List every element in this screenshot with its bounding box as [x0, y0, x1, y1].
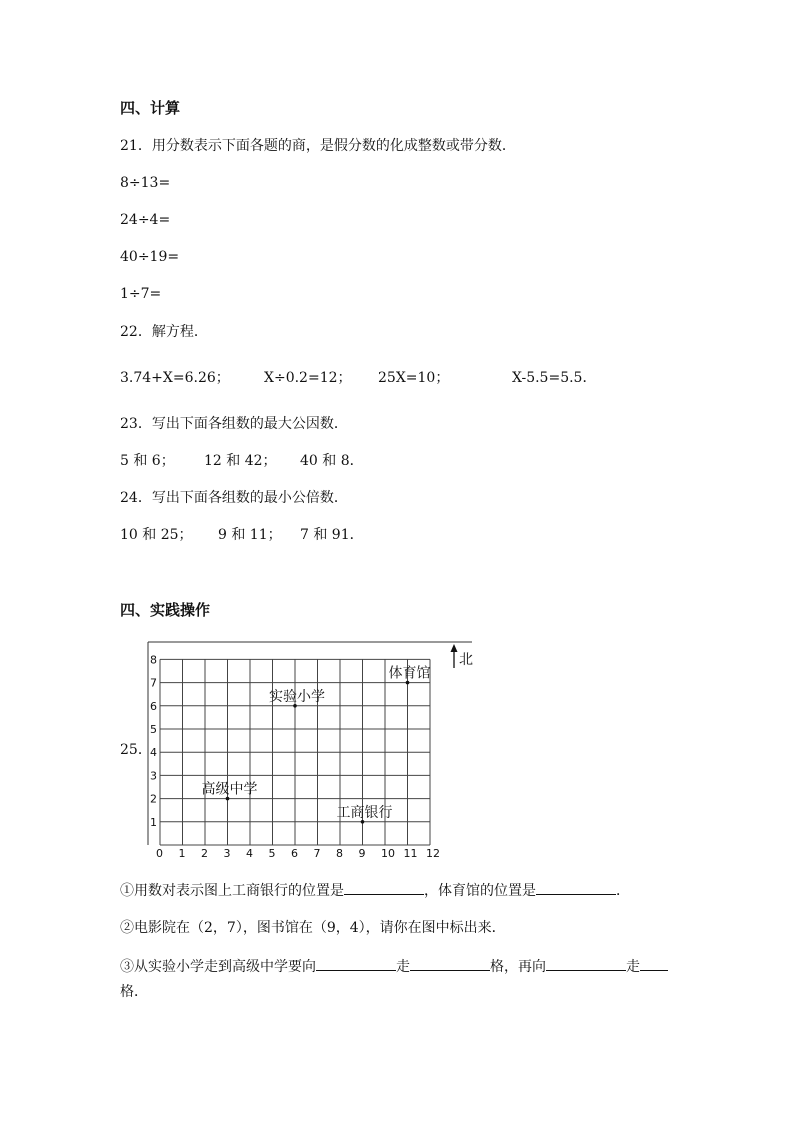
answer-blank-gym[interactable]	[536, 880, 616, 895]
x-tick-label: 0	[156, 847, 163, 858]
q21-prompt: 21．用分数表示下面各题的商，是假分数的化成整数或带分数．	[120, 138, 516, 154]
y-tick-label: 2	[150, 792, 157, 806]
y-tick-label: 5	[150, 723, 157, 736]
location-label: 高级中学	[201, 781, 258, 798]
coordinate-grid-svg	[146, 640, 476, 858]
q24-prompt: 24．写出下面各组数的最小公倍数．	[120, 490, 348, 506]
y-tick-label: 1	[150, 815, 157, 829]
x-tick-label: 5	[268, 847, 276, 858]
q24-row	[120, 525, 420, 545]
answer-blank-steps-1[interactable]	[410, 956, 490, 971]
q25-sub3-text-d: 走	[626, 959, 640, 975]
q22-item: X-5.5=5.5．	[512, 370, 597, 386]
q25-number: 25．	[120, 742, 152, 758]
x-tick-label: 6	[291, 847, 298, 858]
coordinate-grid	[146, 640, 476, 862]
q21-item: 8÷13=	[120, 175, 171, 191]
location-label: 工商银行	[336, 804, 393, 821]
q22-prompt: 22．解方程．	[120, 324, 208, 340]
x-tick-label: 7	[313, 847, 321, 858]
x-tick-label: 12	[426, 847, 440, 858]
q25-sub1-text-b: ，体育馆的位置是	[424, 883, 536, 899]
q22-item: 3.74+X=6.26；	[120, 370, 230, 386]
x-tick-label: 3	[223, 847, 231, 858]
y-tick-label: 3	[150, 769, 157, 783]
q25-sub2: ②电影院在（2，7），图书馆在（9，4），请你在图中标出来．	[120, 920, 506, 936]
q23-item: 40 和 8．	[300, 453, 364, 469]
section-title-practice: 四、实践操作	[120, 601, 211, 619]
q25-sub3-text-c: 格，再向	[490, 959, 546, 975]
q22-item: 25X=10；	[378, 370, 450, 386]
x-tick-label: 4	[246, 847, 253, 858]
x-tick-label: 2	[201, 847, 208, 858]
x-tick-label: 11	[403, 847, 418, 858]
answer-blank-steps-2[interactable]	[640, 956, 668, 971]
q23-item: 5 和 6；	[120, 453, 175, 469]
q25-sub1-text-c: ．	[616, 883, 630, 899]
north-label: 北	[459, 652, 473, 668]
q22-item: X÷0.2=12；	[264, 370, 352, 386]
q21-item: 24÷4=	[120, 212, 171, 228]
q24-item: 10 和 25；	[120, 527, 193, 543]
x-tick-label: 10	[381, 847, 395, 858]
y-tick-label: 4	[150, 746, 157, 760]
x-tick-label: 1	[178, 847, 186, 858]
answer-blank-direction-2[interactable]	[546, 956, 626, 971]
q23-item: 12 和 42；	[204, 453, 277, 469]
section-title-calculation: 四、计算	[120, 99, 181, 117]
q25-sub3	[120, 956, 668, 977]
q25-sub3-end: 格．	[120, 984, 148, 1000]
q22-row	[120, 368, 640, 388]
answer-blank-direction-1[interactable]	[316, 956, 396, 971]
q23-row	[120, 451, 420, 471]
north-arrow-icon	[451, 644, 458, 652]
q24-item: 7 和 91．	[300, 527, 364, 543]
y-tick-label: 6	[150, 699, 157, 713]
answer-blank-bank[interactable]	[344, 880, 424, 895]
x-tick-label: 9	[358, 847, 366, 858]
x-tick-label: 8	[336, 847, 343, 858]
q23-prompt: 23．写出下面各组数的最大公因数．	[120, 416, 348, 432]
y-tick-label: 8	[150, 653, 157, 667]
q21-item: 40÷19=	[120, 249, 180, 265]
y-tick-label: 7	[150, 676, 157, 690]
q21-item: 1÷7=	[120, 286, 162, 302]
location-label: 体育馆	[388, 665, 431, 682]
location-label: 实验小学	[269, 688, 325, 705]
q24-item: 9 和 11；	[218, 527, 282, 543]
q25-sub3-text-b: 走	[396, 959, 410, 975]
q25-sub3-text-a: ③从实验小学走到高级中学要向	[120, 959, 316, 975]
q25-sub1-text-a: ①用数对表示图上工商银行的位置是	[120, 883, 344, 899]
q25-sub1	[120, 880, 630, 901]
